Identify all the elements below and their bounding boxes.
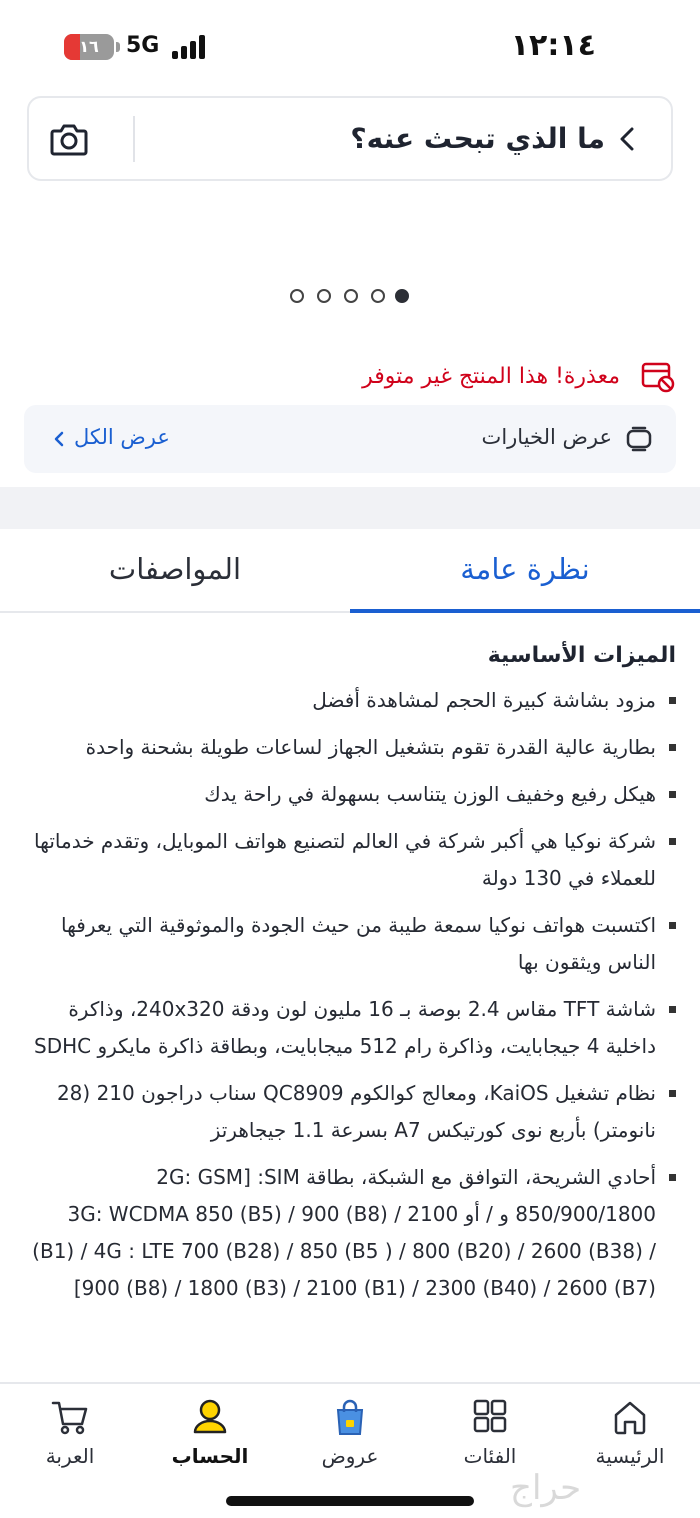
bullet-icon [669, 922, 676, 929]
features-title: الميزات الأساسية [487, 643, 676, 668]
search-input[interactable]: ما الذي تبحث عنه؟ [350, 122, 605, 155]
feature-item [24, 729, 676, 766]
bullet-icon [669, 791, 676, 798]
feature-item [24, 823, 676, 897]
feature-text: شركة نوكيا هي أكبر شركة في العالم لتصنيع هواتف الموبايل، وتقدم خدماتها للعملاء في 130 دولة [34, 829, 656, 890]
tab-specifications[interactable]: المواصفات [108, 552, 242, 586]
search-divider [133, 116, 135, 162]
carousel-dot[interactable] [317, 289, 331, 303]
unavailable-message: معذرة! هذا المنتج غير متوفر [362, 364, 620, 389]
carousel-dot[interactable] [371, 289, 385, 303]
feature-item [24, 776, 676, 813]
section-separator [0, 487, 700, 529]
feature-item [24, 1075, 676, 1149]
nav-account-label[interactable]: الحساب [171, 1444, 249, 1468]
nav-home[interactable] [560, 1394, 700, 1478]
bullet-icon [669, 1174, 676, 1181]
feature-text: بطارية عالية القدرة تقوم بتشغيل الجهاز لساعات طويلة بشحنة واحدة [85, 735, 656, 759]
bullet-icon [669, 1090, 676, 1097]
feature-text: أحادي الشريحة، التوافق مع الشبكة، بطاقة SIM: [2G: GSM 850/900/1800 و / أو 3G: WCDMA 850 (B5) / 900 (B8) / 2100 (B1) / 4G : LTE 700 (B28) / 850 (B5 ) / 800 (B20) / 2600 (B38) / 900 (B8) / 1800 (B3) / 2100 (B1) / 2300 (B40) / 2600 (B7)] [32, 1165, 656, 1300]
categories-icon [470, 1398, 510, 1436]
nav-home-label[interactable]: الرئيسية [595, 1444, 665, 1468]
bullet-icon [669, 697, 676, 704]
carousel-pagination [290, 287, 414, 305]
view-all-label[interactable]: عرض الكل [74, 425, 170, 449]
carousel-dot-active[interactable] [395, 289, 409, 303]
tab-indicator [350, 609, 700, 613]
options-card[interactable] [24, 405, 676, 473]
status-bar [0, 0, 700, 92]
home-icon [610, 1398, 650, 1436]
nav-categories[interactable] [420, 1394, 560, 1478]
shopping-bag-icon [330, 1398, 370, 1436]
battery-level: ١٦ [79, 37, 99, 56]
camera-icon[interactable] [49, 120, 89, 158]
unavailable-notice [346, 360, 676, 396]
network-type: 5G [126, 33, 160, 58]
cart-icon [50, 1398, 90, 1436]
features-section [24, 643, 676, 1317]
bullet-icon [669, 744, 676, 751]
nav-cart[interactable] [0, 1394, 140, 1478]
view-all-link[interactable] [50, 423, 200, 455]
feature-item [24, 682, 676, 719]
nav-offers[interactable] [280, 1394, 420, 1478]
feature-text: اكتسبت هواتف نوكيا سمعة طيبة من حيث الجودة والموثوقية التي يعرفها الناس ويثقون بها [60, 913, 656, 974]
chevron-left-icon [50, 429, 68, 449]
feature-item [24, 907, 676, 981]
view-options-label[interactable]: عرض الخيارات [481, 425, 612, 449]
carousel-dot[interactable] [344, 289, 358, 303]
feature-item [24, 991, 676, 1065]
feature-item [24, 1159, 676, 1307]
cart-unavailable-icon [640, 360, 676, 394]
carousel-dot[interactable] [290, 289, 304, 303]
nav-categories-label[interactable]: الفئات [463, 1444, 517, 1468]
status-time: ١٢:١٤ [510, 28, 596, 63]
battery-icon [64, 34, 114, 60]
bullet-icon [669, 1006, 676, 1013]
feature-text: مزود بشاشة كبيرة الحجم لمشاهدة أفضل [312, 688, 656, 712]
nav-offers-label[interactable]: عروض [321, 1444, 379, 1468]
battery-cap [116, 42, 120, 52]
feature-text: هيكل رفيع وخفيف الوزن يتناسب بسهولة في راحة يدك [204, 782, 656, 806]
feature-list [24, 682, 676, 1307]
home-indicator[interactable] [226, 1496, 474, 1506]
search-bar[interactable] [27, 96, 673, 181]
account-icon [190, 1398, 230, 1436]
tab-overview[interactable]: نظرة عامة [460, 552, 590, 586]
chevron-left-icon[interactable] [611, 122, 645, 156]
product-tabs [0, 529, 700, 613]
bullet-icon [669, 838, 676, 845]
nav-account[interactable] [140, 1394, 280, 1478]
nav-cart-label[interactable]: العربة [45, 1444, 95, 1468]
feature-text: نظام تشغيل KaiOS، ومعالج كوالكوم QC8909 سناب دراجون 210 (28 نانومتر) بأربع نوى كورتيكس A7 بسرعة 1.1 جيجاهرتز [56, 1081, 656, 1142]
feature-text: شاشة TFT مقاس 2.4 بوصة بـ 16 مليون لون ودقة 240x320، وذاكرة داخلية 4 جيجابايت، وذاكرة رام 512 ميجابايت، وبطاقة ذاكرة مايكرو SDHC [34, 997, 656, 1058]
watermark-logo: حراج [510, 1468, 582, 1508]
signal-icon [172, 35, 206, 59]
options-icon [624, 425, 654, 453]
